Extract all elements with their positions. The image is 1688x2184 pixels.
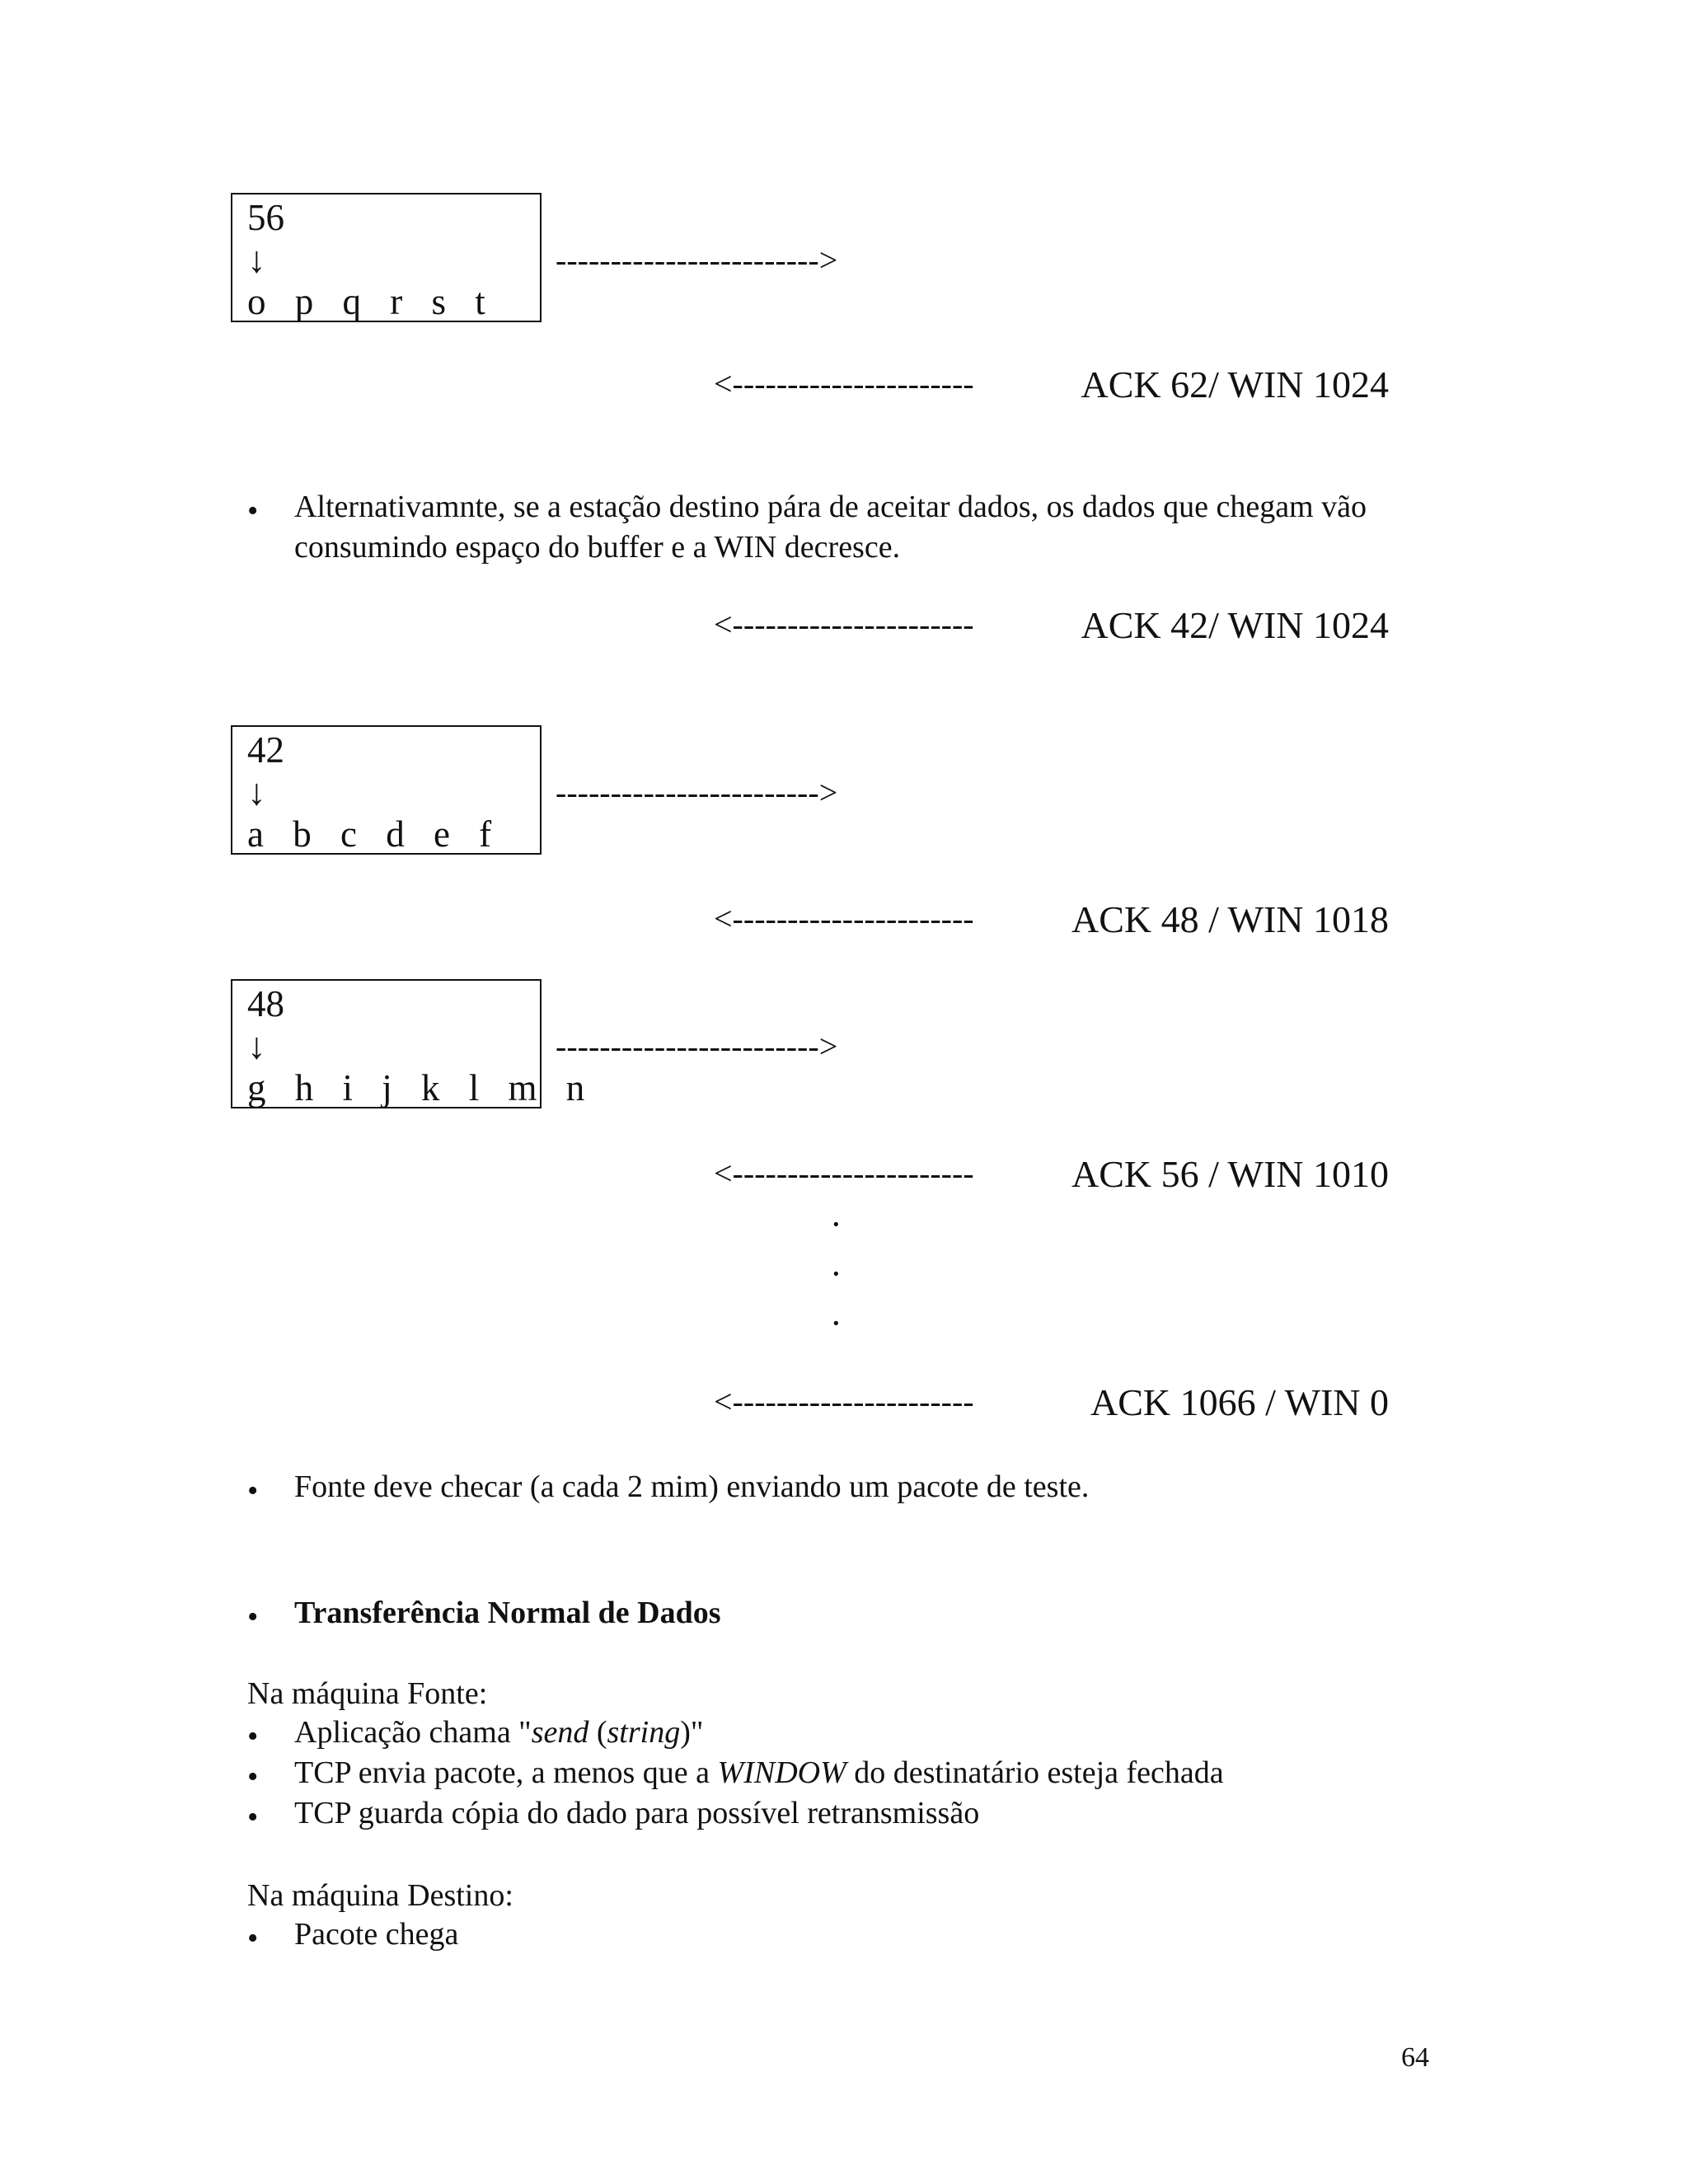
segment-seq: 48	[247, 983, 284, 1024]
list-item: TCP envia pacote, a menos que a WINDOW do destinatário esteja fechada	[294, 1755, 1224, 1790]
arrow-right: ------------------------>	[556, 774, 838, 811]
arrow-right: ------------------------>	[556, 241, 838, 279]
segment-data: a b c d e f	[247, 813, 502, 855]
ack-label: ACK 1066 / WIN 0	[1090, 1381, 1389, 1423]
down-arrow-icon: ↓	[247, 239, 266, 280]
arrow-left: <----------------------	[714, 606, 974, 643]
ellipsis-dot: ·	[830, 1204, 842, 1244]
ack-label: ACK 42/ WIN 1024	[1081, 604, 1389, 646]
paragraph-fonte-checar: Fonte deve checar (a cada 2 mim) enviando um pacote de teste.	[294, 1469, 1090, 1504]
segment-data: o p q r s t	[247, 281, 495, 322]
segment-seq: 42	[247, 729, 284, 771]
segment-box-42	[231, 725, 542, 855]
paragraph-alt: Alternativamnte, se a estação destino pára de aceitar dados, os dados que chegam vão consumindo espaço do buffer e a WIN decresce.	[294, 490, 1367, 565]
page-number: 64	[1401, 2042, 1429, 2073]
arrow-left: <----------------------	[714, 1155, 974, 1192]
ack-label: ACK 62/ WIN 1024	[1081, 363, 1389, 405]
arrow-left: <----------------------	[714, 1383, 974, 1420]
bullet-icon: •	[247, 1800, 259, 1835]
arrow-right: ------------------------>	[556, 1028, 838, 1065]
list-item: Pacote chega	[294, 1917, 459, 1952]
bullet-icon: •	[247, 1474, 259, 1508]
heading-maquina-destino: Na máquina Destino:	[247, 1878, 513, 1913]
bullet-icon: •	[247, 1921, 259, 1956]
bullet-icon: •	[247, 1719, 259, 1754]
down-arrow-icon: ↓	[247, 771, 266, 813]
list-item: TCP guarda cópia do dado para possível retransmissão	[294, 1796, 980, 1830]
section-title: Transferência Normal de Dados	[294, 1596, 721, 1630]
bullet-icon: •	[247, 1600, 259, 1634]
arrow-left: <----------------------	[714, 365, 974, 402]
ellipsis-dot: ·	[830, 1303, 842, 1343]
arrow-left: <----------------------	[714, 900, 974, 937]
segment-box-56	[231, 193, 542, 322]
heading-maquina-fonte: Na máquina Fonte:	[247, 1676, 488, 1711]
segment-box-48	[231, 979, 595, 1108]
segment-data: g h i j k l m n	[247, 1067, 595, 1108]
ellipsis-dot: ·	[830, 1254, 842, 1294]
down-arrow-icon: ↓	[247, 1025, 266, 1066]
bullet-icon: •	[247, 1760, 259, 1794]
ack-label: ACK 48 / WIN 1018	[1071, 898, 1389, 940]
ack-label: ACK 56 / WIN 1010	[1071, 1153, 1389, 1195]
list-item: Aplicação chama "send (string)"	[294, 1715, 704, 1750]
segment-seq: 56	[247, 197, 284, 238]
bullet-icon: •	[247, 494, 259, 528]
